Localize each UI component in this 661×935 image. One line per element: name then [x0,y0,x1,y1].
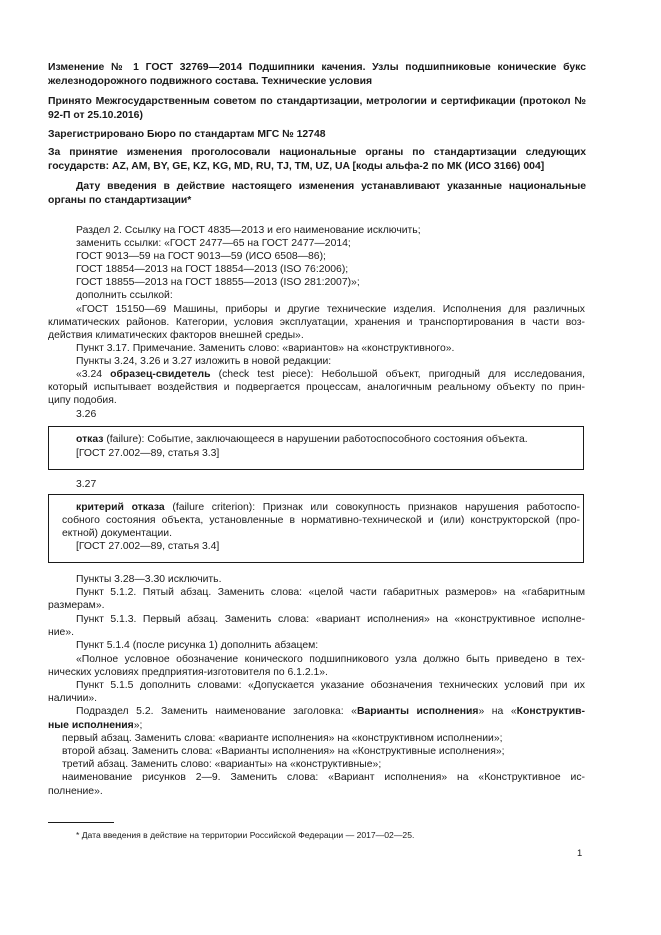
clause-number-3-26: 3.26 [76,409,97,420]
body-line: Подраздел 5.2. Заменить наименование заголовка: «Варианты исполнения» на «Конструктив- [76,706,585,717]
body-line: третий абзац. Заменить слово: «варианты» на «конструктивные»; [62,759,382,770]
body-line: размерам». [48,600,105,611]
term-3-24: образец-свидетель [110,369,211,380]
body-line: ГОСТ 18855—2013 на ГОСТ 18855—2013 (ISO 281:2007)»; [76,277,360,288]
page-number: 1 [577,847,583,858]
body-line: «ГОСТ 15150—69 Машины, приборы и другие технические изделия. Исполнения для различных [76,304,585,315]
body-line: ные исполнения»; [48,720,143,731]
amendment-title: Изменение № 1 ГОСТ 32769—2014 Подшипники качения. Узлы подшипниковые конические букс железнодорожного подвижного состава. Технические условия [48,62,586,87]
body-line: нических условиях предприятия-изготовителя по 6.1.2.1». [48,667,328,678]
body-line: ГОСТ 9013—59 на ГОСТ 9013—59 (ИСО 6508—86); [76,251,326,262]
definition-box-3-26 [48,426,584,470]
body-line: первый абзац. Заменить слова: «варианте исполнения» на «конструктивном исполнении»; [62,733,503,744]
body-line: Пункт 5.1.3. Первый абзац. Заменить слова: «вариант исполнения» на «конструктивное исполне- [76,614,585,625]
body-line: Пункт 5.1.2. Пятый абзац. Заменить слова: «целой части габаритных размеров» на «габаритным [76,587,585,598]
body-line: Пункт 5.1.5 дополнить словами: «Допускается указание обозначения технических условий при их [76,680,585,691]
body-line: «Полное условное обозначение конического подшипникового узла должно быть приведено в тех- [76,654,585,665]
body-line: ние». [48,627,74,638]
body-line: Раздел 2. Ссылку на ГОСТ 4835—2013 и его наименование исключить; [76,225,421,236]
body-line: заменить ссылки: «ГОСТ 2477—65 на ГОСТ 2477—2014; [76,238,351,249]
body-line: Пункты 3.28—3.30 исключить. [76,574,222,585]
definition-3-27: критерий отказа (failure criterion): Признак или совокупность признаков нарушения работоспо- [76,502,580,513]
term-3-26: отказ [76,434,104,445]
adoption-note: Принято Межгосударственным советом по стандартизации, метрологии и сертификации (протокол № 92-П от 25.10.2016) [48,96,586,121]
body-line: климатических районов. Категории, условия эксплуатации, хранения и транспортирования в части воз- [48,317,585,328]
term-3-24-line: «3.24 образец-свидетель (check test piece): Небольшой объект, пригодный для исследования, [76,369,585,380]
body-line: наименование рисунков 2—9. Заменить слова: «Вариант исполнения» на «Конструктивное ис- [62,772,585,783]
definition-line: собного состояния объекта, установленные в нормативно-технической и (или) конструкторской (про- [62,515,580,526]
clause-number-3-27: 3.27 [76,479,97,490]
voting-note: За принятие изменения проголосовали национальные органы по стандартизации следующих государств: AZ, AM, BY, GE, KZ, KG, MD, RU, TJ, TM, UZ, UA [коды альфа-2 по МК (ИСО 3166) 004] [48,147,586,172]
body-line: который испытывает воздействия и подвергается процессам, аналогичным реальному объекту по прин- [48,382,585,393]
body-line: действия климатических факторов внешней среды». [48,330,304,341]
registration-note: Зарегистрировано Бюро по стандартам МГС № 12748 [48,129,326,140]
body-line: наличии». [48,693,98,704]
definition-line: ектной) документации. [62,528,172,539]
body-line: полнение». [48,786,103,797]
body-line: дополнить ссылкой: [76,290,173,301]
reference-3-27: [ГОСТ 27.002—89, статья 3.4] [76,541,220,552]
definition-box-3-27 [48,494,584,563]
definition-3-26: отказ (failure): Событие, заключающееся в нарушении работоспособного состояния объекта. [76,434,528,445]
body-line: Пункт 3.17. Примечание. Заменить слово: «вариантов» на «конструктивного». [76,343,455,354]
footnote: * Дата введения в действие на территории Российской Федерации — 2017—02—25. [76,830,415,840]
body-line: ГОСТ 18854—2013 на ГОСТ 18854—2013 (ISO 76:2006); [76,264,349,275]
footnote-divider [48,822,114,823]
body-line: Пункт 5.1.4 (после рисунка 1) дополнить абзацем: [76,640,319,651]
body-line: ципу подобия. [48,395,117,406]
body-line: второй абзац. Заменить слова: «Варианты исполнения» на «Конструктивные исполнения»; [62,746,505,757]
body-line: Пункты 3.24, 3.26 и 3.27 изложить в новой редакции: [76,356,332,367]
term-3-27: критерий отказа [76,502,165,513]
reference-3-26: [ГОСТ 27.002—89, статья 3.3] [76,448,220,459]
effective-date-note: Дату введения в действие настоящего изменения устанавливают указанные национальные органы по стандартизации* [48,181,586,206]
